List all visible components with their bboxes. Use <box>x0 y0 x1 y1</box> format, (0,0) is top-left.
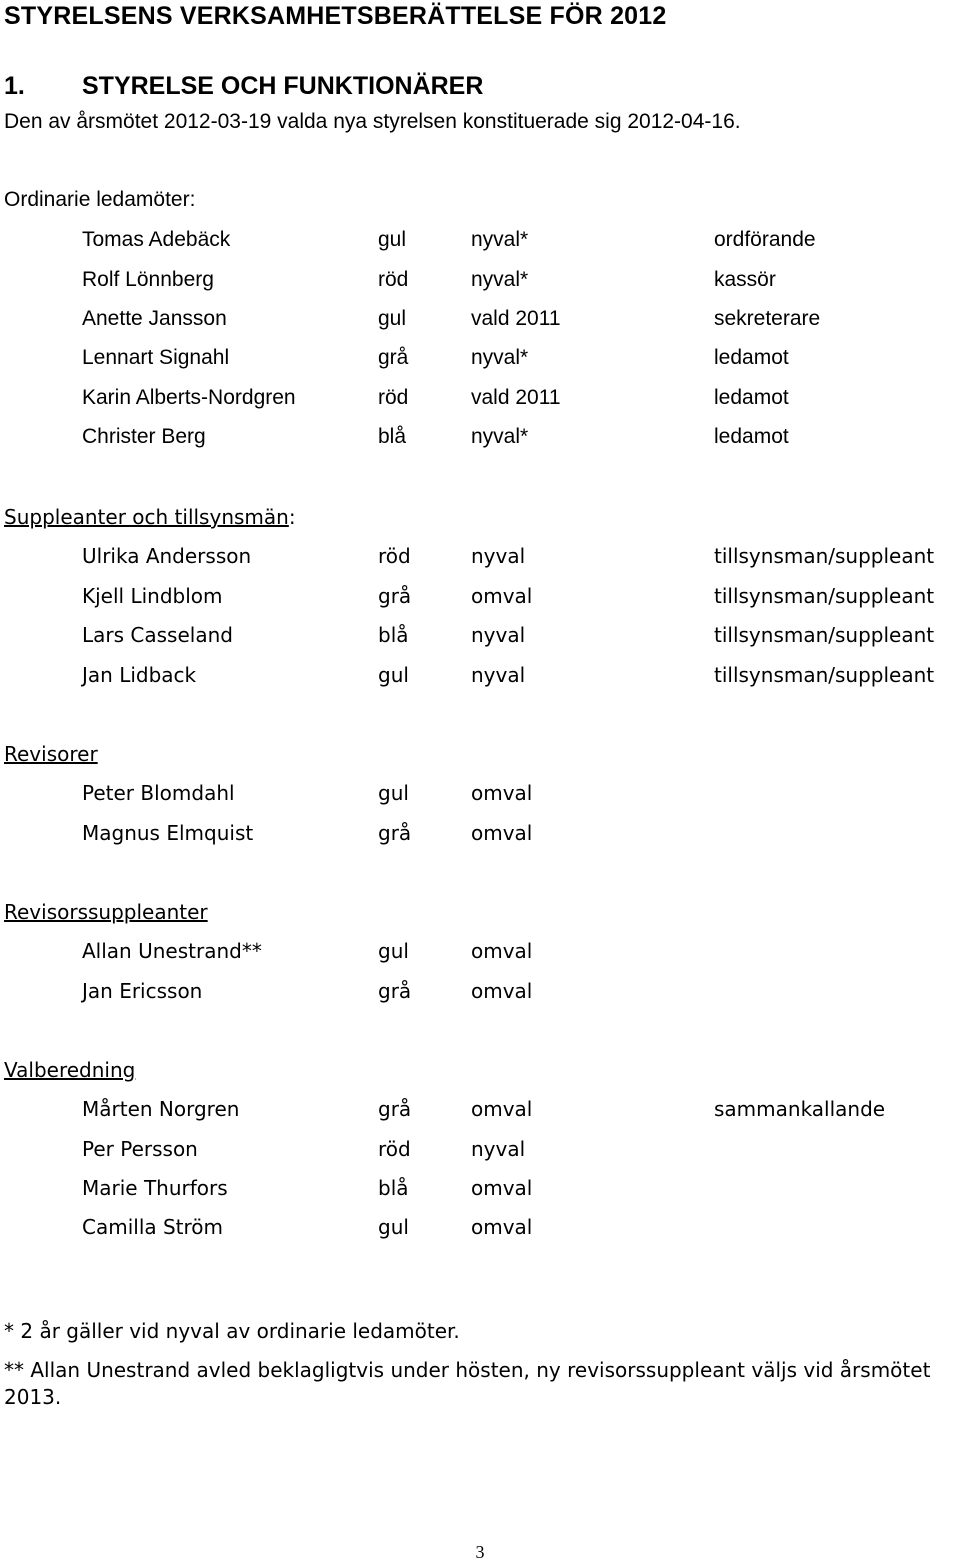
member-name: Christer Berg <box>82 425 206 448</box>
member-name: Anette Jansson <box>82 307 227 330</box>
member-status: nyval <box>471 544 526 568</box>
group-label-revisorssuppleanter <box>4 898 208 926</box>
member-status: vald 2011 <box>471 386 561 409</box>
document-title: STYRELSENS VERKSAMHETSBERÄTTELSE FÖR 2012 <box>4 2 667 30</box>
member-role: tillsynsman/suppleant <box>714 663 935 687</box>
member-color: blå <box>378 623 409 647</box>
member-color: gul <box>378 307 407 330</box>
member-status: nyval <box>471 623 526 647</box>
member-status: omval <box>471 1176 533 1200</box>
group-label-text: Suppleanter och tillsynsmän <box>4 505 289 529</box>
member-role: sammankallande <box>714 1097 886 1121</box>
member-status: nyval <box>471 1137 526 1161</box>
member-name: Karin Alberts-Nordgren <box>82 386 296 409</box>
footnote-nyval: * 2 år gäller vid nyval av ordinarie ledamöter. <box>4 1319 460 1343</box>
member-status: nyval* <box>471 228 529 251</box>
table-row <box>0 935 960 967</box>
group-label-valberedning <box>4 1056 135 1084</box>
member-name: Tomas Adebäck <box>82 228 231 251</box>
member-name: Jan Ericsson <box>82 979 203 1003</box>
group-label-ordinarie <box>4 186 195 214</box>
group-label-revisorer <box>4 740 98 768</box>
table-row <box>0 777 960 809</box>
member-color: blå <box>378 425 407 448</box>
table-row <box>0 1133 960 1165</box>
section-number: 1. <box>4 72 25 100</box>
member-name: Marie Thurfors <box>82 1176 228 1200</box>
member-role: sekreterare <box>714 307 821 330</box>
member-color: röd <box>378 268 409 291</box>
group-label-suffix: : <box>288 505 296 529</box>
member-name: Magnus Elmquist <box>82 821 254 845</box>
member-status: omval <box>471 979 533 1003</box>
member-color: gul <box>378 663 409 687</box>
member-color: grå <box>378 979 412 1003</box>
member-status: omval <box>471 1215 533 1239</box>
member-role: tillsynsman/suppleant <box>714 584 935 608</box>
section-title: STYRELSE OCH FUNKTIONÄRER <box>82 72 484 100</box>
page-number: 3 <box>475 1542 485 1562</box>
group-label-text: Revisorer <box>4 742 98 766</box>
table-row <box>0 303 960 335</box>
member-color: gul <box>378 939 409 963</box>
member-role: ordförande <box>714 228 816 251</box>
member-name: Per Persson <box>82 1137 198 1161</box>
member-name: Allan Unestrand** <box>82 939 262 963</box>
member-color: röd <box>378 386 409 409</box>
group-label-suppleanter <box>4 503 296 531</box>
member-color: röd <box>378 544 411 568</box>
group-label-text: Valberedning <box>4 1058 136 1082</box>
member-role: tillsynsman/suppleant <box>714 623 935 647</box>
member-status: omval <box>471 821 533 845</box>
table-row <box>0 619 960 651</box>
member-status: nyval <box>471 663 526 687</box>
member-name: Jan Lidback <box>82 663 197 687</box>
table-row <box>0 1093 960 1125</box>
table-row <box>0 264 960 296</box>
member-color: gul <box>378 781 409 805</box>
member-status: omval <box>471 781 533 805</box>
member-color: grå <box>378 821 412 845</box>
table-row <box>0 224 960 256</box>
member-role: kassör <box>714 268 776 291</box>
member-status: nyval* <box>471 346 529 369</box>
member-name: Kjell Lindblom <box>82 584 223 608</box>
member-status: vald 2011 <box>471 307 561 330</box>
footnote-unestrand: ** Allan Unestrand avled beklagligtvis under hösten, ny revisorssuppleant väljs vid årsmötet 2013. <box>4 1358 931 1409</box>
table-row <box>0 580 960 612</box>
table-row <box>0 421 960 453</box>
member-status: omval <box>471 939 533 963</box>
group-label-text: Revisorssuppleanter <box>4 900 208 924</box>
member-status: omval <box>471 1097 533 1121</box>
member-name: Camilla Ström <box>82 1215 224 1239</box>
table-row <box>0 540 960 572</box>
member-status: nyval* <box>471 425 529 448</box>
member-status: nyval* <box>471 268 529 291</box>
member-name: Mårten Norgren <box>82 1097 240 1121</box>
member-role: ledamot <box>714 425 789 448</box>
member-color: grå <box>378 1097 412 1121</box>
member-color: gul <box>378 228 407 251</box>
member-role: ledamot <box>714 386 789 409</box>
member-name: Peter Blomdahl <box>82 781 235 805</box>
section-heading <box>4 70 483 102</box>
intro-text: Den av årsmötet 2012-03-19 valda nya styrelsen konstituerade sig 2012-04-16. <box>4 110 741 133</box>
member-color: röd <box>378 1137 411 1161</box>
table-row <box>0 342 960 374</box>
member-color: grå <box>378 346 409 369</box>
table-row <box>0 1172 960 1204</box>
member-status: omval <box>471 584 533 608</box>
group-label-suffix: : <box>189 188 196 211</box>
table-row <box>0 817 960 849</box>
group-label-text: Ordinarie ledamöter <box>4 188 190 211</box>
member-name: Ulrika Andersson <box>82 544 252 568</box>
member-role: ledamot <box>714 346 789 369</box>
member-name: Rolf Lönnberg <box>82 268 214 291</box>
table-row <box>0 659 960 691</box>
member-color: blå <box>378 1176 409 1200</box>
table-row <box>0 975 960 1007</box>
member-color: grå <box>378 584 412 608</box>
member-role: tillsynsman/suppleant <box>714 544 935 568</box>
table-row <box>0 1211 960 1243</box>
member-name: Lennart Signahl <box>82 346 230 369</box>
member-color: gul <box>378 1215 409 1239</box>
table-row <box>0 382 960 414</box>
member-name: Lars Casseland <box>82 623 233 647</box>
